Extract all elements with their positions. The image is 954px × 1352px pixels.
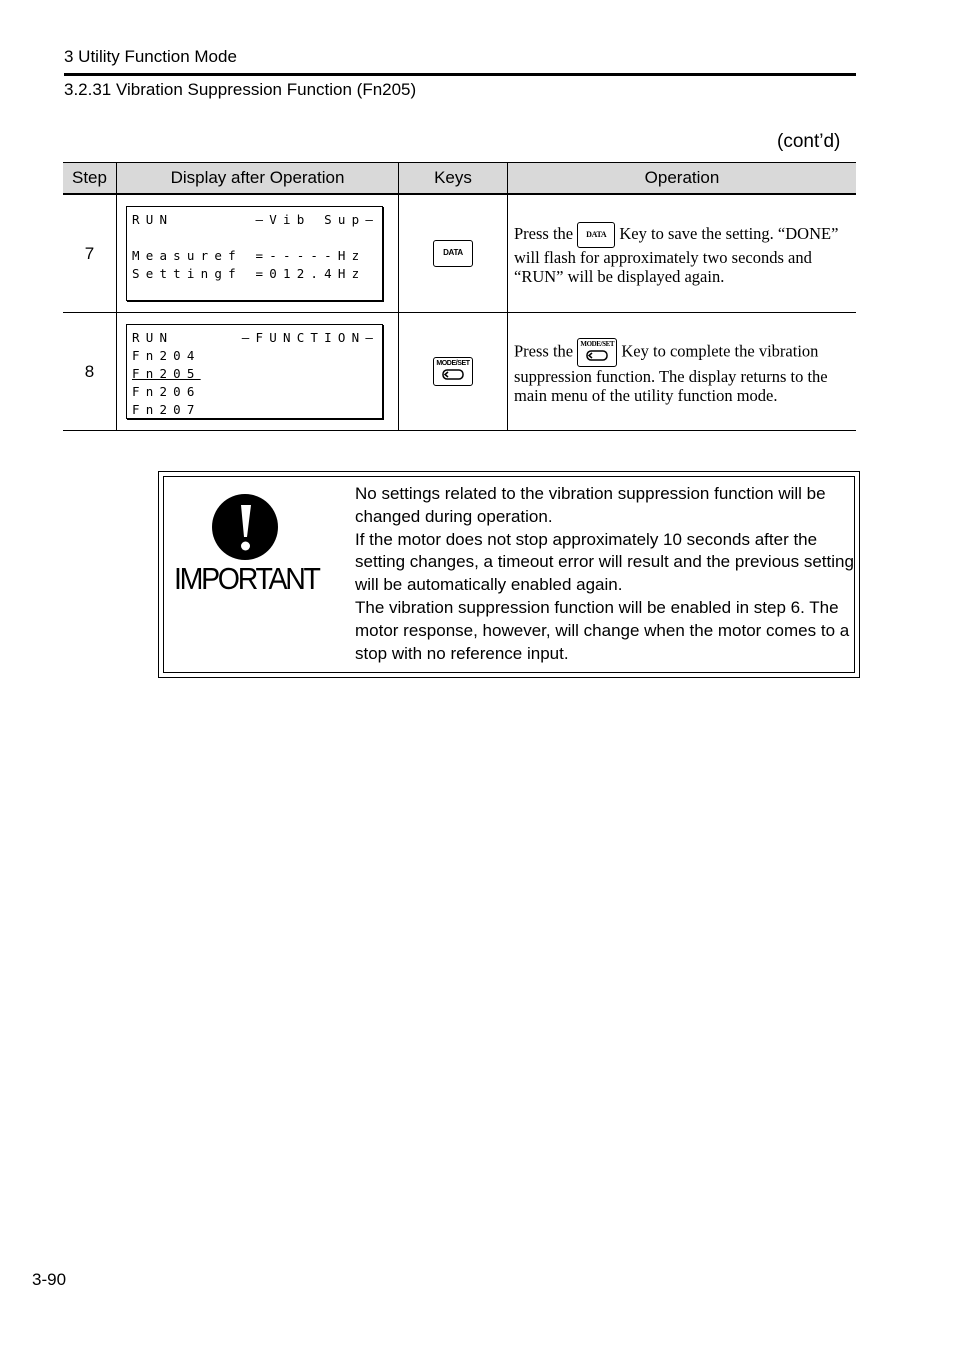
step-number: 8 xyxy=(63,313,117,431)
data-key-icon: DATA xyxy=(433,240,473,267)
important-line: No settings related to the vibration suppression function will be changed during operation. xyxy=(355,484,826,526)
chapter-header: 3 Utility Function Mode xyxy=(64,47,237,66)
lcd-line-selected: Fn205 xyxy=(132,366,201,381)
mode-set-key-icon: MODE/SET xyxy=(577,338,617,367)
lcd-line: Measuref =-----Hz xyxy=(132,248,366,263)
procedure-table xyxy=(63,162,856,431)
lcd-display xyxy=(126,206,383,301)
lcd-line: Fn204 xyxy=(132,348,201,363)
lcd-line: Fn207 xyxy=(132,402,201,417)
important-line: If the motor does not stop approximately 10 seconds after the setting changes, a timeout error will result and the previous setting will be automatically enabled again. xyxy=(355,529,854,595)
operation-text: Press the MODE/SET Key to complete the vibration suppression function. The display returns to the main menu of the utility function mode. xyxy=(508,313,857,431)
lcd-line: Fn206 xyxy=(132,384,201,399)
col-header-operation: Operation xyxy=(508,163,857,195)
col-header-keys: Keys xyxy=(399,163,508,195)
important-label: IMPORTANT xyxy=(174,561,319,596)
important-text xyxy=(355,483,855,665)
lcd-line: RUN —FUNCTION— xyxy=(132,330,380,345)
table-row xyxy=(63,313,856,431)
lcd-line: Settingf =012.4Hz xyxy=(132,266,366,281)
table-row xyxy=(63,194,856,313)
lcd-display xyxy=(126,324,383,419)
header-rule xyxy=(64,73,856,76)
exclamation-icon xyxy=(211,493,279,561)
important-line: The vibration suppression function will be enabled in step 6. The motor response, however, will change when the motor comes to a stop with no reference input. xyxy=(355,597,850,663)
data-key-icon: DATA xyxy=(577,222,615,248)
continued-label: (cont’d) xyxy=(777,131,841,152)
mode-set-key-icon: MODE/SET xyxy=(433,357,473,386)
col-header-step: Step xyxy=(63,163,117,195)
return-arrow-icon xyxy=(586,350,608,361)
important-notice xyxy=(158,471,860,678)
section-title: 3.2.31 Vibration Suppression Function (Fn205) xyxy=(64,80,417,99)
lcd-line: RUN —Vib Sup— xyxy=(132,212,380,227)
return-arrow-icon xyxy=(442,369,464,380)
col-header-display: Display after Operation xyxy=(117,163,399,195)
step-number: 7 xyxy=(63,194,117,313)
page-number: 3-90 xyxy=(32,1270,67,1289)
lcd-line xyxy=(132,229,382,247)
operation-text: Press the DATA Key to save the setting. “DONE” will flash for approximately two seconds and “RUN” will be displayed again. xyxy=(508,194,857,313)
